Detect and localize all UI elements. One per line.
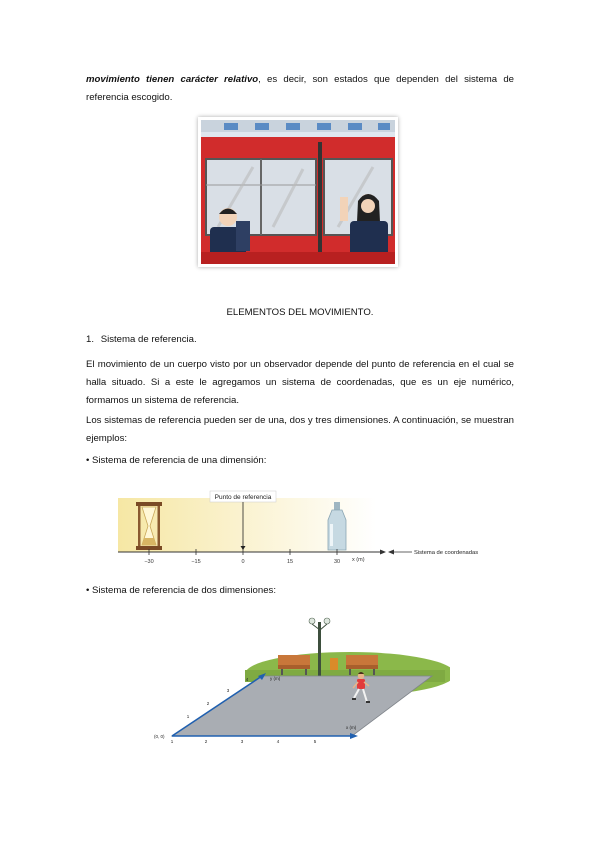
tick-label: −15 [191, 559, 201, 565]
y-tick: 3 [226, 688, 230, 693]
tick-label: 0 [241, 559, 245, 565]
bus-illustration [198, 117, 398, 267]
x-tick: 3 [240, 739, 244, 744]
hourglass-icon [136, 502, 162, 550]
y-tick: 2 [206, 701, 210, 706]
figure-two-dimensions [150, 612, 450, 747]
label-coordinate-system: Sistema de coordenadas [414, 550, 479, 556]
label-point-reference: Punto de referencia [214, 494, 272, 501]
tick-label: 15 [286, 559, 294, 565]
x-tick: 1 [170, 739, 174, 744]
x-axis-label: x (m) [346, 725, 357, 730]
figure-one-dimension [112, 486, 502, 576]
x-tick: 4 [276, 739, 280, 744]
section-heading: ELEMENTOS DEL MOVIMIENTO. [226, 307, 374, 318]
bullet-1d: • Sistema de referencia de una dimensión: [86, 455, 267, 466]
y-axis-label: y (m) [270, 676, 281, 681]
axis-unit-label: x (m) [352, 557, 365, 563]
section-1-label: Sistema de referencia. [100, 334, 197, 345]
tick-label: −30 [144, 559, 154, 565]
intro-rest: , es decir, son estados que dependen del sistema de referencia escogido. [86, 74, 514, 103]
x-tick: 2 [204, 739, 208, 744]
x-tick: 5 [313, 739, 317, 744]
origin-label: (0, 0) [154, 734, 165, 739]
tick-label: 30 [333, 559, 341, 565]
y-tick: 1 [186, 714, 190, 719]
paragraph-2: Los sistemas de referencia pueden ser de una, dos y tres dimensiones. A continuación, se muestran ejemplos: [86, 415, 514, 444]
intro-paragraph [86, 71, 514, 107]
paragraph-1: El movimiento de un cuerpo visto por un observador depende del punto de referencia en el cual se halla situado. Si a este le agregamos un sistema de coordenadas, que es un eje numérico, formamos un sistema de referencia. [86, 359, 514, 406]
intro-emphasis: movimiento tienen carácter relativo [86, 74, 259, 85]
section-1-title [86, 334, 197, 345]
bullet-2d: • Sistema de referencia de dos dimensiones: [86, 585, 277, 596]
y-tick: 4 [245, 677, 249, 682]
section-1-number: 1. [86, 334, 95, 345]
